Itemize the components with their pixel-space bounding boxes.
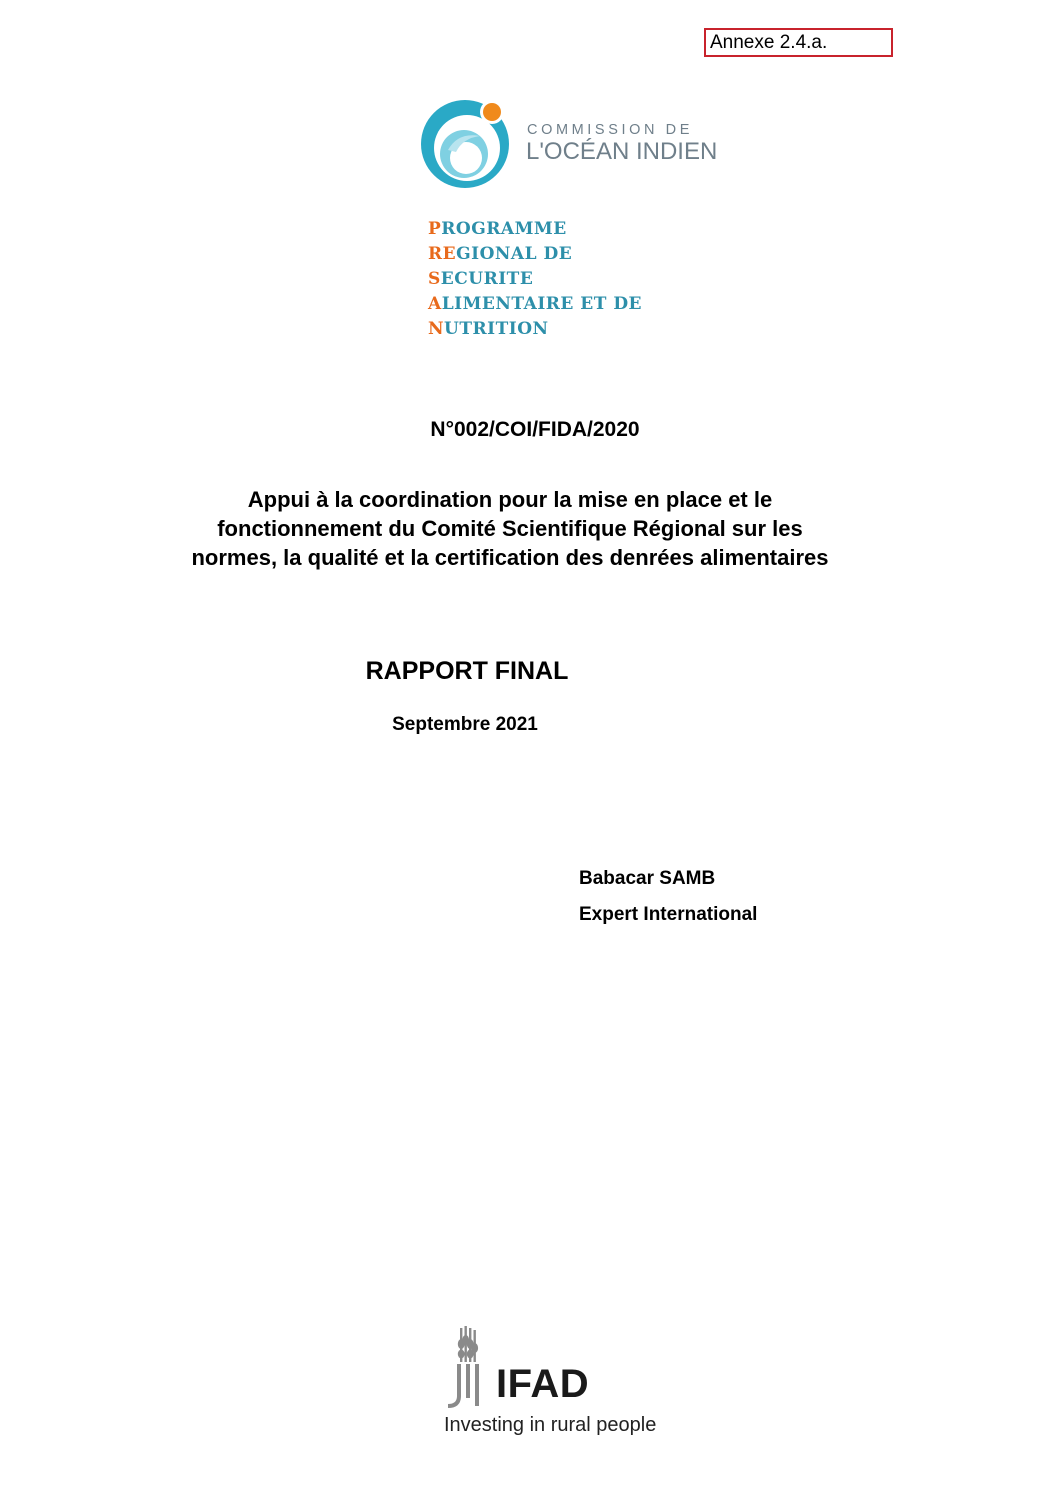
coi-logo-icon	[418, 92, 518, 192]
document-reference-text: N°002/COI/FIDA/2020	[430, 418, 640, 441]
programme-rest: LIMENTAIRE ET DE	[441, 294, 643, 314]
report-type: RAPPORT FINAL	[365, 657, 569, 685]
document-title: Appui à la coordination pour la mise en place et le fonctionnement du Comité Scientifique Régional sur les normes, la qualité et la certification des denrées alimentaires	[191, 487, 829, 570]
annex-label-box	[704, 28, 893, 57]
ifad-wheat-emblem-icon	[444, 1326, 494, 1408]
ifad-tagline: Investing in rural people	[444, 1414, 657, 1436]
author-role: Expert International	[579, 904, 758, 925]
author-name: Babacar SAMB	[579, 868, 716, 889]
coi-name-line2: L'OCÉAN INDIEN	[526, 138, 718, 165]
report-date: Septembre 2021	[392, 714, 538, 735]
programme-name	[428, 217, 642, 342]
programme-initial: S	[428, 269, 441, 289]
programme-rest: GIONAL DE	[456, 244, 573, 264]
programme-rest: ROGRAMME	[441, 219, 567, 239]
programme-initial: A	[428, 294, 442, 314]
programme-row	[428, 242, 642, 267]
programme-row	[428, 217, 642, 242]
programme-row	[428, 267, 642, 292]
programme-row	[428, 292, 642, 317]
document-reference	[0, 418, 1058, 442]
coi-name-line1: COMMISSION DE	[527, 122, 694, 138]
programme-row	[428, 317, 642, 342]
programme-rest: UTRITION	[444, 319, 549, 339]
programme-rest: ECURITE	[440, 269, 534, 289]
programme-initial: RE	[428, 244, 457, 264]
programme-initial: P	[428, 219, 442, 239]
programme-initial: N	[428, 319, 445, 339]
ifad-wordmark: IFAD	[496, 1362, 590, 1406]
annex-label: Annexe 2.4.a.	[710, 32, 828, 53]
